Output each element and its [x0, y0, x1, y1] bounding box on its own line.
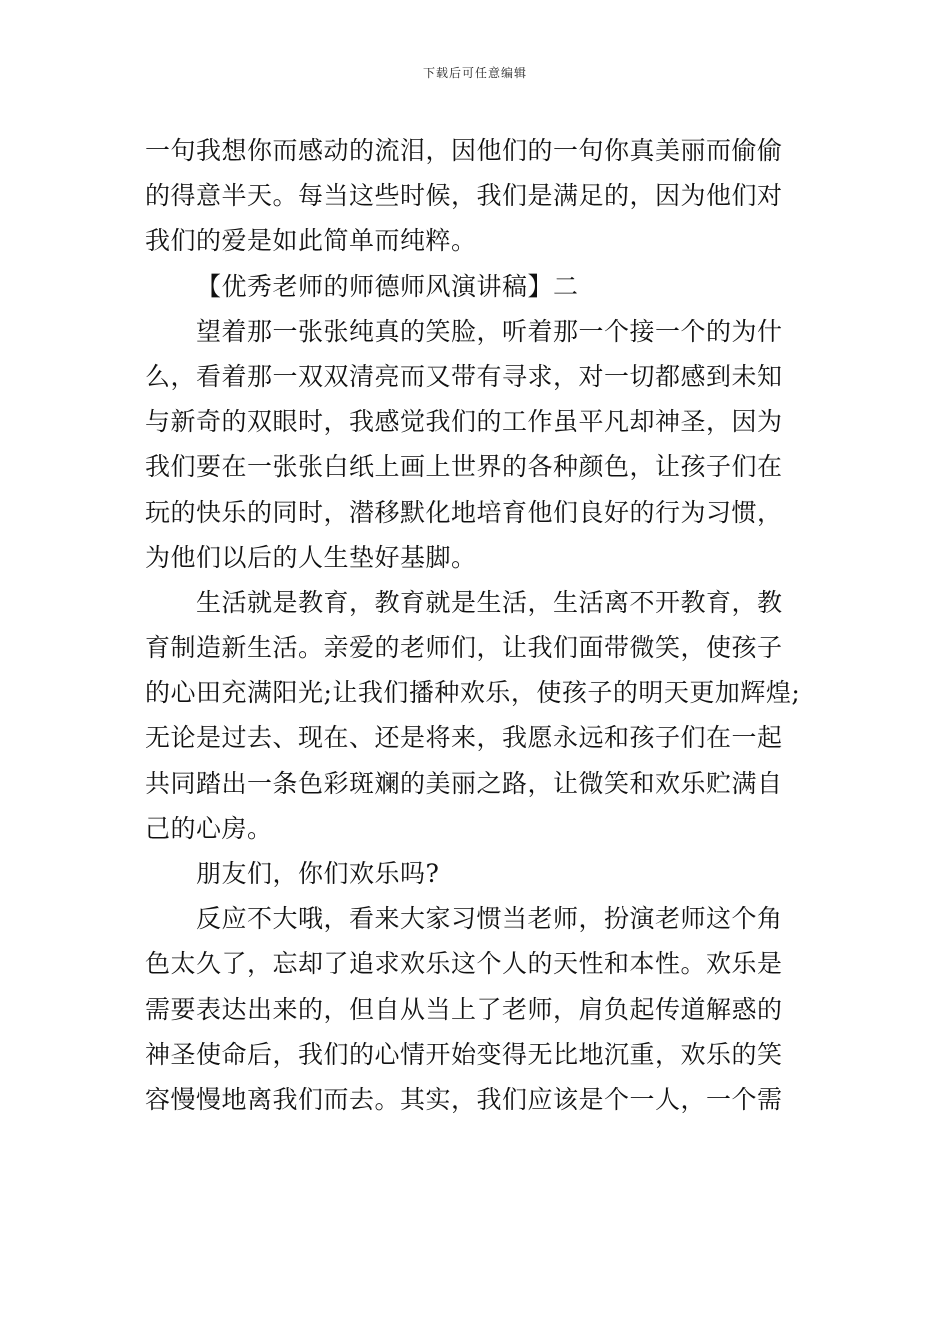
text-line: 无论是过去、现在、还是将来，我愿永远和孩子们在一起 [145, 723, 783, 753]
text-line: 与新奇的双眼时，我感觉我们的工作虽平凡却神圣，因为 [145, 407, 783, 437]
page-header: 下载后可任意编辑 [422, 66, 527, 80]
text-line: 反应不大哦，看来大家习惯当老师，扮演老师这个角 [196, 904, 783, 934]
text-line: 我们要在一张张白纸上画上世界的各种颜色，让孩子们在 [145, 452, 783, 482]
text-line: 玩的快乐的同时，潜移默化地培育他们良好的行为习惯， [145, 497, 783, 527]
text-line: 的心田充满阳光;让我们播种欢乐，使孩子的明天更加辉煌; [145, 678, 801, 708]
text-line: 【优秀老师的师德师风演讲稿】二 [196, 271, 579, 301]
text-line: 色太久了，忘却了追求欢乐这个人的天性和本性。欢乐是 [145, 949, 783, 979]
text-line: 神圣使命后，我们的心情开始变得无比地沉重，欢乐的笑 [145, 1039, 783, 1069]
text-line: 生活就是教育，教育就是生活，生活离不开教育，教 [196, 587, 783, 617]
text-line: 为他们以后的人生垫好基脚。 [145, 542, 477, 572]
text-line: 的得意半天。每当这些时候，我们是满足的，因为他们对 [145, 181, 783, 211]
text-line: 容慢慢地离我们而去。其实，我们应该是个一人，一个需 [145, 1084, 783, 1114]
text-line: 己的心房。 [145, 813, 273, 843]
text-line: 一句我想你而感动的流泪，因他们的一句你真美丽而偷偷 [145, 136, 783, 165]
text-line: 需要表达出来的，但自从当上了老师，肩负起传道解惑的 [145, 994, 783, 1024]
text-line: 育制造新生活。亲爱的老师们，让我们面带微笑，使孩子 [145, 633, 783, 663]
document-body [145, 128, 815, 1122]
text-line: 朋友们，你们欢乐吗? [196, 859, 440, 888]
text-line: 共同踏出一条色彩斑斓的美丽之路，让微笑和欢乐贮满自 [145, 768, 783, 798]
text-line: 么，看着那一双双清亮而又带有寻求，对一切都感到未知 [145, 361, 783, 391]
text-line: 我们的爱是如此简单而纯粹。 [145, 226, 477, 256]
text-line: 望着那一张张纯真的笑脸，听着那一个接一个的为什 [196, 316, 783, 346]
